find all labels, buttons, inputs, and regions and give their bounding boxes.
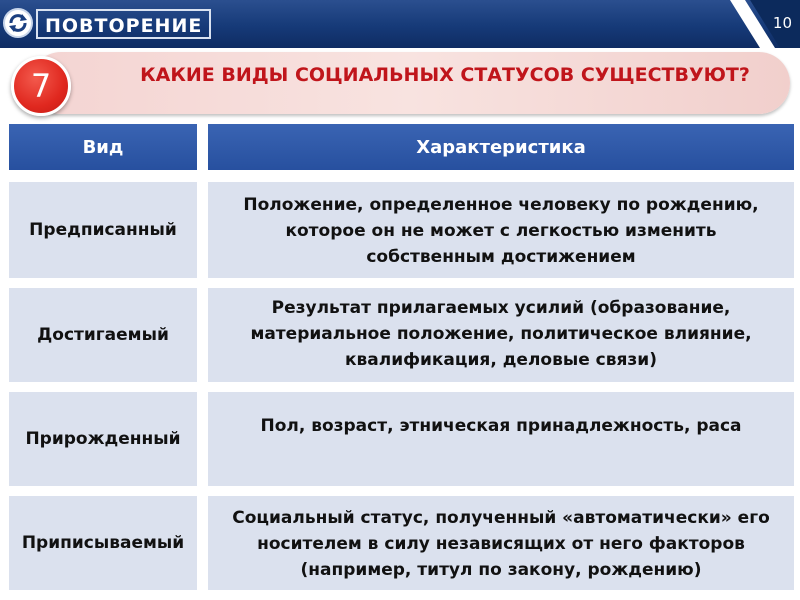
- diagonal-stripe: [0, 0, 800, 48]
- question-band: [30, 52, 790, 114]
- table-row-type-1: [9, 180, 197, 278]
- cell-description: Социальный статус, полученный «автоматически» его носителем в силу независящих от него факторов (например, титул по закону, рождению): [232, 508, 770, 580]
- column-header-type: Вид: [9, 124, 197, 170]
- question-text: КАКИЕ ВИДЫ СОЦИАЛЬНЫХ СТАТУСОВ СУЩЕСТВУЮТ?: [140, 64, 750, 86]
- table-row-description-1: [208, 180, 794, 278]
- table-row-type-4: [9, 494, 197, 590]
- top-bar: [0, 0, 800, 48]
- cell-type: Прирожденный: [25, 429, 181, 449]
- slide-number: 10: [772, 14, 792, 32]
- cell-type: Достигаемый: [37, 325, 169, 345]
- question-number-badge: 7: [11, 56, 71, 116]
- cell-description: Пол, возраст, этническая принадлежность, раса: [260, 416, 742, 436]
- cell-description: Положение, определенное человеку по рождению, которое он не может с легкостью изменить собственным достижением: [243, 195, 759, 267]
- table-row-type-2: [9, 286, 197, 382]
- table-row-type-3: [9, 390, 197, 486]
- cell-type: Предписанный: [29, 220, 177, 240]
- cell-description: Результат прилагаемых усилий (образование, материальное положение, политическое влияние, квалификация, деловые связи): [250, 298, 752, 370]
- table-row-description-2: [208, 286, 794, 382]
- cell-type: Приписываемый: [21, 533, 185, 553]
- table-row-description-3: [208, 390, 794, 486]
- column-header-description: Характеристика: [208, 124, 794, 170]
- section-title: ПОВТОРЕНИЕ: [36, 9, 211, 39]
- table-row-description-4: [208, 494, 794, 590]
